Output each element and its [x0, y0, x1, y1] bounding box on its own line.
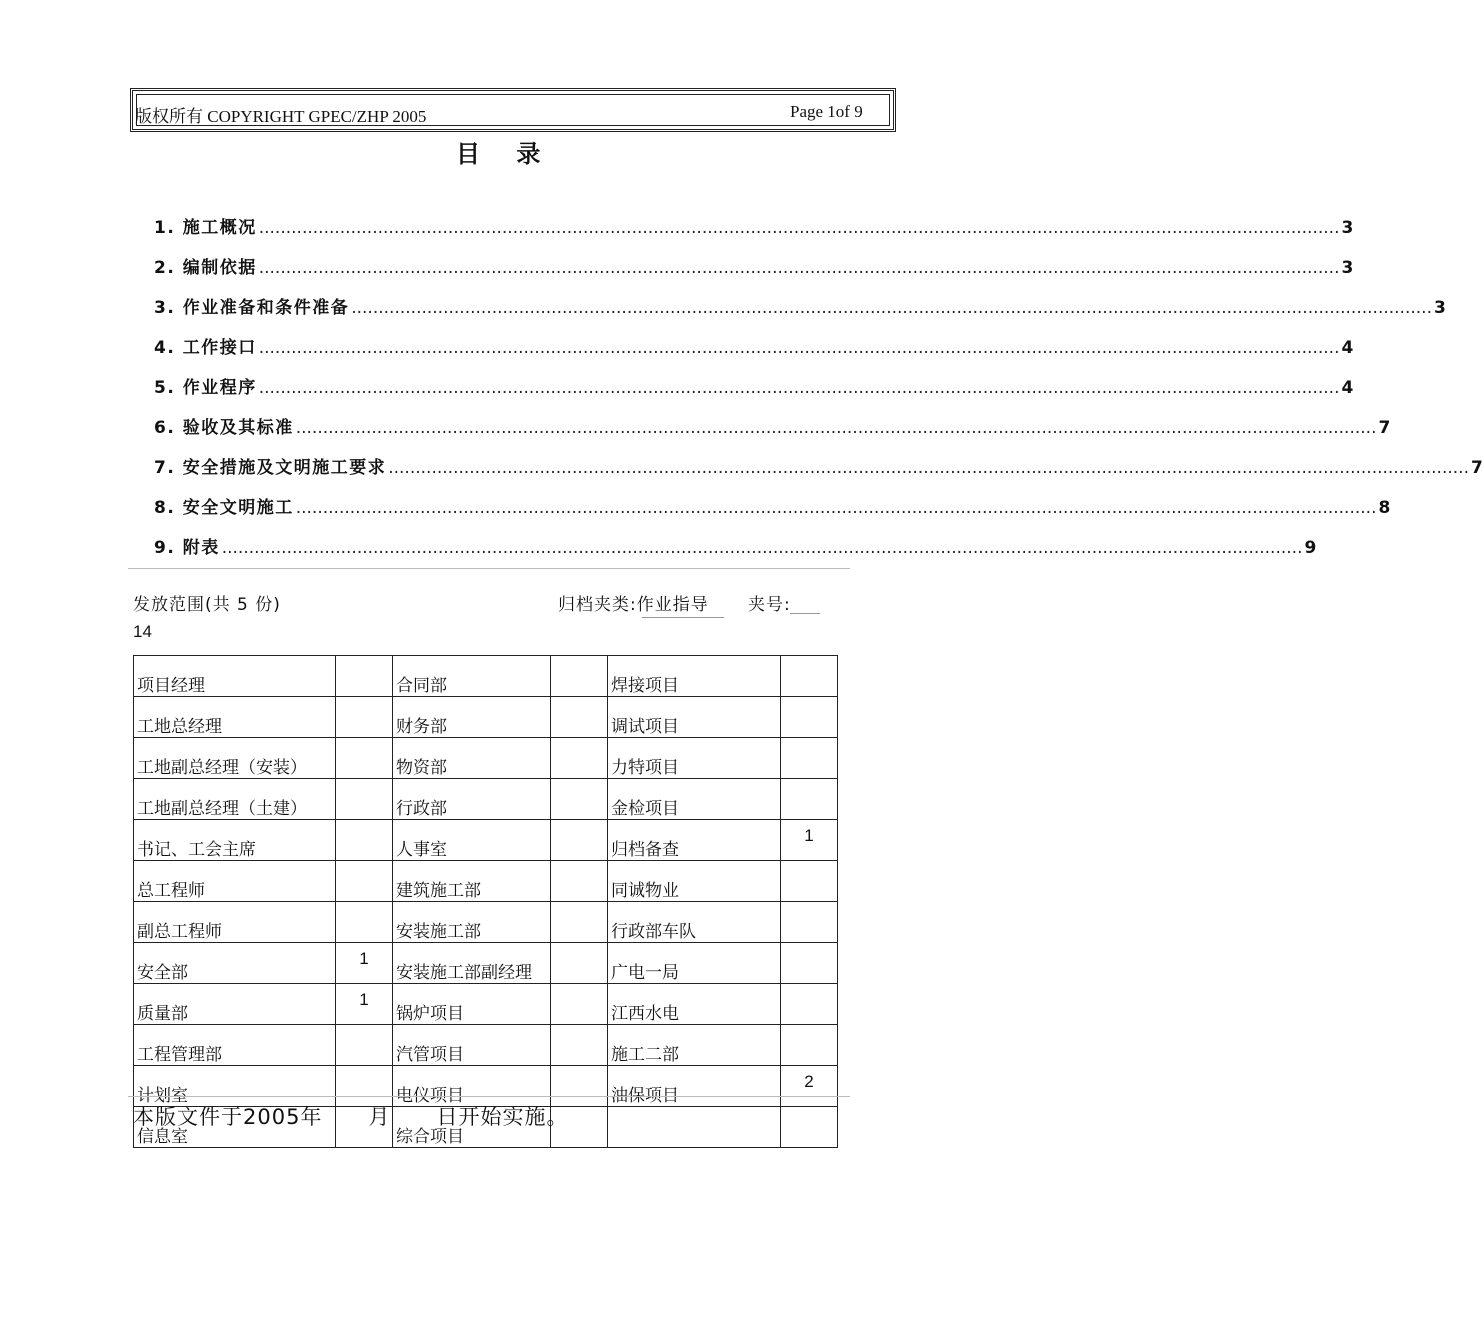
- copy-count-cell: [551, 820, 608, 861]
- table-row: [134, 943, 838, 984]
- recipient-cell: 广电一局: [608, 943, 781, 984]
- recipient-cell: 工地副总经理（土建）: [134, 779, 336, 820]
- copy-count-cell: [336, 902, 393, 943]
- toc-entry-page: 3: [1433, 298, 1446, 318]
- copy-count-cell: [781, 861, 838, 902]
- copy-count-cell: [551, 943, 608, 984]
- toc-entry[interactable]: [154, 238, 1354, 278]
- recipient-cell: 力特项目: [608, 738, 781, 779]
- recipient-cell: 同诚物业: [608, 861, 781, 902]
- toc-title: 目 录: [456, 140, 555, 168]
- copy-count-cell: [551, 738, 608, 779]
- toc-entry-label: 4. 工作接口: [154, 338, 257, 358]
- copy-count-cell: [781, 1107, 838, 1148]
- archive-underline: [642, 617, 724, 618]
- toc-entry-label: 2. 编制依据: [154, 258, 257, 278]
- toc-entry-page: 3: [1341, 218, 1354, 238]
- recipient-cell: 建筑施工部: [393, 861, 551, 902]
- recipient-cell: 行政部: [393, 779, 551, 820]
- recipient-cell: 归档备查: [608, 820, 781, 861]
- toc-leader-dots: ........................................................................................................................................................................................................: [388, 458, 1469, 478]
- page-number: Page 1of 9: [790, 102, 863, 121]
- recipient-cell: 人事室: [393, 820, 551, 861]
- copy-count-cell: [781, 1025, 838, 1066]
- recipient-cell: 安装施工部副经理: [393, 943, 551, 984]
- toc-entry-page: 7: [1470, 458, 1483, 478]
- toc-entry-page: 8: [1378, 498, 1391, 518]
- toc-entry[interactable]: [154, 398, 1391, 438]
- archive-class: 归档夹类:作业指导: [558, 595, 709, 615]
- recipient-cell: 工程管理部: [134, 1025, 336, 1066]
- table-row: [134, 656, 838, 697]
- recipient-cell: 安全部: [134, 943, 336, 984]
- copy-count-cell: [336, 820, 393, 861]
- toc-leader-dots: ........................................................................................................................................................................................................: [295, 418, 1377, 438]
- toc-entry-label: 3. 作业准备和条件准备: [154, 298, 350, 318]
- distribution-table: [133, 655, 838, 1148]
- table-row: [134, 1025, 838, 1066]
- toc-entry-label: 7. 安全措施及文明施工要求: [154, 458, 387, 478]
- copy-count-cell: 1: [336, 943, 393, 984]
- divider-bottom: [128, 1096, 850, 1097]
- folder-label: 夹号:: [748, 595, 791, 615]
- copy-count-cell: [781, 697, 838, 738]
- distribution-scope: 发放范围(共 5 份): [133, 595, 281, 615]
- folder-number: 14: [133, 622, 152, 641]
- copy-count-cell: [551, 902, 608, 943]
- toc-leader-dots: ........................................................................................................................................................................................................: [295, 498, 1377, 518]
- copy-count-cell: [551, 984, 608, 1025]
- copy-count-cell: 2: [781, 1066, 838, 1107]
- recipient-cell: 汽管项目: [393, 1025, 551, 1066]
- recipient-cell: 总工程师: [134, 861, 336, 902]
- copy-count-cell: [336, 656, 393, 697]
- recipient-cell: 财务部: [393, 697, 551, 738]
- copy-count-cell: [781, 902, 838, 943]
- copy-count-cell: [781, 656, 838, 697]
- toc-entry-label: 6. 验收及其标准: [154, 418, 294, 438]
- recipient-cell: 综合项目: [393, 1107, 551, 1148]
- recipient-cell: 电仪项目: [393, 1066, 551, 1107]
- copy-count-cell: [781, 984, 838, 1025]
- recipient-cell: 行政部车队: [608, 902, 781, 943]
- toc-entry-label: 9. 附表: [154, 538, 220, 558]
- toc-entry[interactable]: [154, 478, 1391, 518]
- recipient-cell: 焊接项目: [608, 656, 781, 697]
- recipient-cell: 安装施工部: [393, 902, 551, 943]
- toc-entry-page: 9: [1304, 538, 1317, 558]
- toc-leader-dots: ........................................................................................................................................................................................................: [258, 338, 1340, 358]
- recipient-cell: 工地总经理: [134, 697, 336, 738]
- toc-leader-dots: ........................................................................................................................................................................................................: [258, 218, 1340, 238]
- recipient-cell: 调试项目: [608, 697, 781, 738]
- toc-entry-page: 4: [1341, 378, 1354, 398]
- copy-count-cell: [336, 738, 393, 779]
- toc-leader-dots: ........................................................................................................................................................................................................: [258, 258, 1340, 278]
- copy-count-cell: [781, 779, 838, 820]
- table-of-contents: [154, 198, 1483, 558]
- recipient-cell: 物资部: [393, 738, 551, 779]
- copy-count-cell: [336, 779, 393, 820]
- table-row: [134, 861, 838, 902]
- table-row: [134, 779, 838, 820]
- recipient-cell: 江西水电: [608, 984, 781, 1025]
- recipient-cell: 油保项目: [608, 1066, 781, 1107]
- toc-leader-dots: ........................................................................................................................................................................................................: [221, 538, 1303, 558]
- divider-top: [128, 568, 850, 569]
- table-row: [134, 738, 838, 779]
- toc-entry-label: 8. 安全文明施工: [154, 498, 294, 518]
- copy-count-cell: 1: [781, 820, 838, 861]
- toc-entry[interactable]: [154, 438, 1483, 478]
- copy-count-cell: 1: [336, 984, 393, 1025]
- toc-leader-dots: ........................................................................................................................................................................................................: [258, 378, 1340, 398]
- effective-date-statement: 本版文件于2005年 月 日开始实施。: [133, 1105, 569, 1129]
- table-row: [134, 697, 838, 738]
- toc-entry-page: 3: [1341, 258, 1354, 278]
- copy-count-cell: [781, 738, 838, 779]
- copy-count-cell: [336, 1025, 393, 1066]
- copy-count-cell: [551, 861, 608, 902]
- recipient-cell: 合同部: [393, 656, 551, 697]
- table-row: [134, 984, 838, 1025]
- toc-leader-dots: ........................................................................................................................................................................................................: [351, 298, 1432, 318]
- copyright-text: 版权所有 COPYRIGHT GPEC/ZHP 2005: [135, 107, 427, 126]
- recipient-cell: 锅炉项目: [393, 984, 551, 1025]
- copy-count-cell: [336, 861, 393, 902]
- copy-count-cell: [781, 943, 838, 984]
- toc-entry[interactable]: [154, 518, 1317, 558]
- recipient-cell: 副总工程师: [134, 902, 336, 943]
- toc-entry-label: 5. 作业程序: [154, 378, 257, 398]
- table-row: [134, 902, 838, 943]
- recipient-cell: 金检项目: [608, 779, 781, 820]
- copy-count-cell: [551, 697, 608, 738]
- folder-underline: [790, 613, 820, 614]
- copy-count-cell: [336, 697, 393, 738]
- recipient-cell: 信息室: [134, 1107, 336, 1148]
- table-row: [134, 820, 838, 861]
- recipient-cell: 项目经理: [134, 656, 336, 697]
- copy-count-cell: [551, 779, 608, 820]
- toc-entry-page: 4: [1341, 338, 1354, 358]
- recipient-cell: [608, 1107, 781, 1148]
- recipient-cell: 施工二部: [608, 1025, 781, 1066]
- copy-count-cell: [551, 656, 608, 697]
- toc-entry[interactable]: [154, 318, 1354, 358]
- recipient-cell: 书记、工会主席: [134, 820, 336, 861]
- recipient-cell: 计划室: [134, 1066, 336, 1107]
- copy-count-cell: [551, 1025, 608, 1066]
- recipient-cell: 质量部: [134, 984, 336, 1025]
- recipient-cell: 工地副总经理（安装）: [134, 738, 336, 779]
- toc-entry-label: 1. 施工概况: [154, 218, 257, 238]
- toc-entry[interactable]: [154, 278, 1446, 318]
- toc-entry-page: 7: [1378, 418, 1391, 438]
- toc-entry[interactable]: [154, 198, 1354, 238]
- toc-entry[interactable]: [154, 358, 1354, 398]
